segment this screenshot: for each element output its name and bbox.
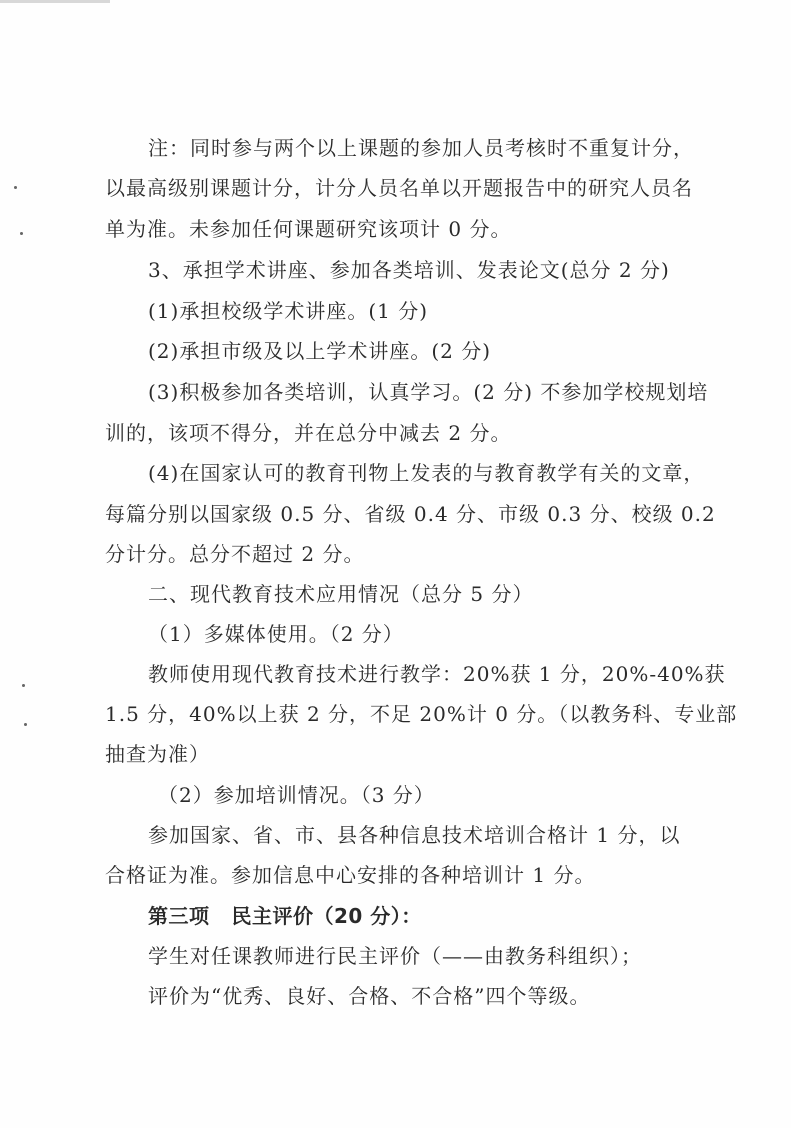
list-item-4: (4)在国家认可的教育刊物上发表的与教育教学有关的文章， xyxy=(148,461,705,485)
section-heading-3: 3、承担学术讲座、参加各类培训、发表论文(总分 2 分) xyxy=(148,258,670,282)
body-line: 单为准。未参加任何课题研究该项计 0 分。 xyxy=(105,217,512,241)
list-item-3: (3)积极参加各类培训，认真学习。(2 分) 不参加学校规划培 xyxy=(148,380,709,404)
body-line: 每篇分别以国家级 0.5 分、省级 0.4 分、市级 0.3 分、校级 0.2 xyxy=(105,502,716,526)
list-item-1: (1)承担校级学术讲座。(1 分) xyxy=(148,299,429,323)
scan-speck xyxy=(20,232,23,235)
list-item-2: (2)承担市级及以上学术讲座。(2 分) xyxy=(148,339,492,363)
section-label: 第三项 xyxy=(148,904,210,928)
body-line: 评价为“优秀、良好、合格、不合格”四个等级。 xyxy=(148,984,591,1008)
body-line: 抽查为准） xyxy=(105,742,210,766)
section-heading-2: 二、现代教育技术应用情况（总分 5 分） xyxy=(148,582,534,606)
body-line: 分计分。总分不超过 2 分。 xyxy=(105,542,365,566)
body-line: 学生对任课教师进行民主评价（——由教务科组织）； xyxy=(148,944,642,968)
scan-speck xyxy=(24,723,27,726)
body-line: 合格证为准。参加信息中心安排的各种培训计 1 分。 xyxy=(105,863,596,887)
body-line: 以最高级别课题计分，计分人员名单以开题报告中的研究人员名 xyxy=(105,176,693,200)
body-line: 1.5 分，40%以上获 2 分，不足 20%计 0 分。（以教务科、专业部 xyxy=(105,702,738,726)
body-line: 训的，该项不得分，并在总分中减去 2 分。 xyxy=(105,421,512,445)
body-line: 教师使用现代教育技术进行教学：20%获 1 分，20%-40%获 xyxy=(148,662,726,686)
subsection-heading-1: （1）多媒体使用。（2 分） xyxy=(148,622,404,646)
section-heading-third xyxy=(148,902,422,930)
scan-speck xyxy=(22,684,25,687)
scan-edge-mark xyxy=(0,0,110,3)
body-line: 参加国家、省、市、县各种信息技术培训合格计 1 分，以 xyxy=(148,823,681,847)
body-line-note: 注：同时参与两个以上课题的参加人员考核时不重复计分， xyxy=(148,136,694,160)
section-title: 民主评价（20 分）： xyxy=(231,904,422,928)
scan-speck xyxy=(14,186,17,189)
subsection-heading-2: （2）参加培训情况。（3 分） xyxy=(158,783,435,807)
